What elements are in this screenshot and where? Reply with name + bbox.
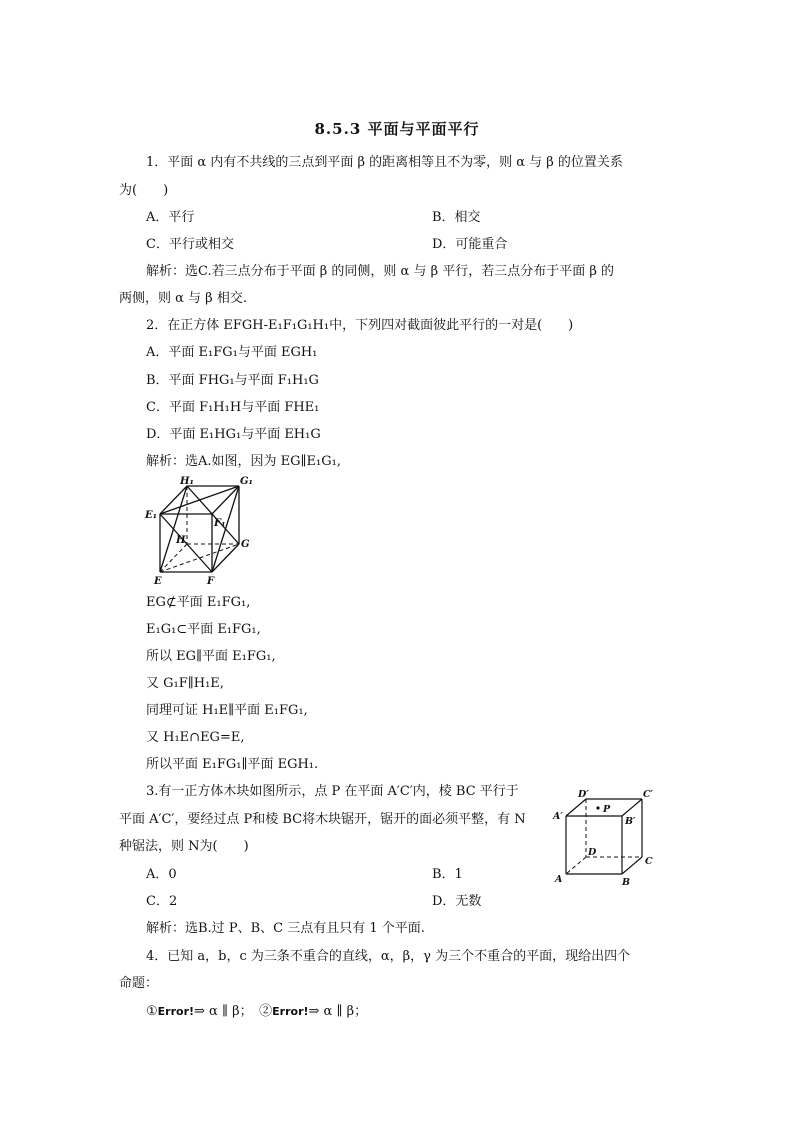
- q4-propositions: [146, 1003, 367, 1021]
- q2-stem: 2．在正方体 EFGH-E₁F₁G₁H₁中，下列四对截面彼此平行的一对是( ): [146, 318, 574, 333]
- q3-option-a: A．0: [146, 867, 177, 882]
- page-title: 8.5.3 平面与平面平行: [314, 120, 480, 138]
- q2-step-3: 所以 EG∥平面 E₁FG₁,: [146, 649, 276, 664]
- q2-step-5: 同理可证 H₁E∥平面 E₁FG₁,: [146, 703, 308, 718]
- label-h1: H₁: [180, 476, 194, 487]
- q2-step-1: EG⊄平面 E₁FG₁,: [146, 595, 251, 610]
- label-d: D: [588, 847, 597, 858]
- q3-stem-line-1: 3.有一正方体木块如图所示，点 P 在平面 A′C′内，棱 BC 平行于: [146, 784, 519, 799]
- q3-answer: 解析：选B.过 P、B、C 三点有且只有 1 个平面.: [146, 921, 425, 936]
- q1-answer-line-1: 解析：选C.若三点分布于平面 β 的同侧，则 α 与 β 平行，若三点分布于平面 β 的: [146, 264, 615, 279]
- q2-step-6: 又 H₁E∩EG=E,: [146, 730, 245, 745]
- label-f: F: [207, 576, 215, 587]
- label-e1: E₁: [145, 510, 158, 521]
- q2-step-4: 又 G₁F∥H₁E,: [146, 676, 224, 691]
- q3-option-d: D．无数: [432, 894, 482, 909]
- q2-step-2: E₁G₁⊂平面 E₁FG₁,: [146, 622, 261, 637]
- q3-stem-line-2: 平面 A′C′，要经过点 P和棱 BC将木块锯开，锯开的面必须平整，有 N: [119, 812, 526, 827]
- q4-item1-tail: ⇒ α ∥ β；: [194, 1004, 247, 1019]
- q4-stem-line-2: 命题：: [119, 976, 159, 991]
- q3-option-c: C．2: [146, 894, 178, 909]
- label-a: A: [555, 874, 563, 885]
- q4-item2-tail: ⇒ α ∥ β；: [308, 1004, 368, 1019]
- q4-item2-error: Error!: [272, 1005, 309, 1018]
- q1-option-b: B．相交: [432, 210, 481, 225]
- q4-item1-mark: ①: [146, 1004, 158, 1019]
- label-a-prime: A′: [553, 811, 563, 822]
- q1-option-d: D．可能重合: [432, 237, 508, 252]
- label-e: E: [154, 576, 162, 587]
- label-g: G: [241, 539, 250, 550]
- label-p: P: [603, 804, 611, 815]
- q4-item1-error: Error!: [157, 1005, 195, 1018]
- label-b-prime: B′: [625, 816, 636, 827]
- q2-option-c: C．平面 F₁H₁H与平面 FHE₁: [146, 400, 320, 415]
- cube-figure-q3: [548, 786, 660, 886]
- q1-stem-line-2: 为( ): [119, 183, 169, 198]
- q2-option-b: B．平面 FHG₁与平面 F₁H₁G: [146, 373, 319, 388]
- q2-option-a: A．平面 E₁FG₁与平面 EGH₁: [146, 345, 318, 360]
- q4-item2-mark: ②: [259, 1004, 273, 1019]
- label-b: B: [622, 877, 631, 886]
- label-h: H: [176, 535, 186, 546]
- q3-option-b: B．1: [432, 867, 463, 882]
- q1-stem-line-1: 1．平面 α 内有不共线的三点到平面 β 的距离相等且不为零，则 α 与 β 的位置关系: [146, 155, 623, 170]
- label-c: C: [645, 856, 653, 867]
- label-d-prime: D′: [578, 789, 589, 800]
- q2-step-7: 所以平面 E₁FG₁∥平面 EGH₁.: [146, 757, 319, 772]
- q1-option-a: A．平行: [146, 210, 195, 225]
- cube-figure-q2: [140, 474, 265, 589]
- q3-stem-line-3: 种锯法，则 N为( ): [119, 839, 249, 854]
- q2-answer: 解析：选A.如图，因为 EG∥E₁G₁,: [146, 454, 341, 469]
- q4-stem-line-1: 4．已知 a，b，c 为三条不重合的直线，α，β，γ 为三个不重合的平面，现给出四个: [146, 949, 631, 964]
- q2-option-d: D．平面 E₁HG₁与平面 EH₁G: [146, 427, 321, 442]
- label-f1: F₁: [214, 518, 226, 529]
- q1-option-c: C．平行或相交: [146, 237, 234, 252]
- label-c-prime: C′: [643, 789, 654, 800]
- label-g1: G₁: [240, 476, 253, 487]
- q1-answer-line-2: 两侧，则 α 与 β 相交.: [119, 291, 247, 306]
